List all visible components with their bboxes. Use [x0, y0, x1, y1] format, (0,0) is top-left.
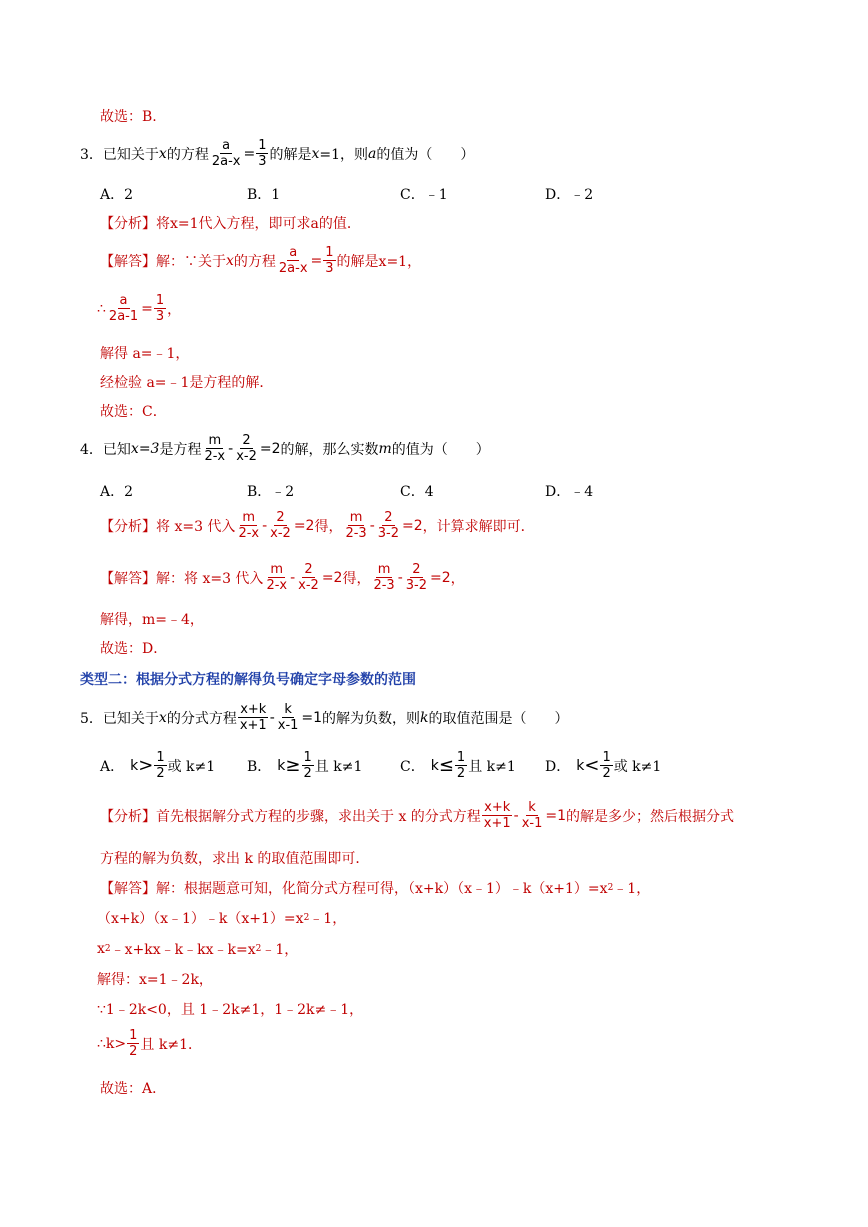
op: ≥ [285, 755, 301, 776]
text: A．2 [100, 187, 134, 203]
text: B． [247, 758, 272, 775]
option-d [545, 481, 593, 501]
numerator: m [349, 510, 363, 525]
denominator: 3-2 [405, 578, 427, 593]
numerator: 1 [303, 750, 312, 765]
fraction [296, 562, 321, 593]
q3-solution-4 [100, 372, 273, 392]
op: =2 [401, 517, 423, 534]
text: 且 k≠1 [314, 758, 363, 775]
denominator: 2-x [204, 449, 226, 464]
denominator: 3 [258, 154, 267, 169]
text: 或 k≠1 [613, 758, 662, 775]
option-a [100, 184, 133, 204]
denominator: 3 [155, 309, 165, 324]
text: 5．已知关于 [80, 710, 159, 727]
text: C．4 [400, 484, 434, 500]
q3-solution-2 [97, 293, 181, 324]
op: > [138, 755, 154, 776]
op: =2 [293, 517, 315, 534]
fraction [276, 702, 301, 733]
numerator: a [222, 138, 231, 153]
numerator: x+k [484, 800, 511, 815]
denominator: 2 [303, 766, 312, 781]
text: ﹣1， [309, 911, 347, 927]
var: a [368, 145, 377, 162]
text: 经检验 a=﹣1是方程的解． [100, 375, 274, 391]
var: x [158, 709, 167, 726]
denominator: 2a-x [278, 261, 308, 276]
numerator: m [270, 562, 284, 577]
denominator: 2 [456, 766, 466, 781]
text: =1，则 [319, 146, 369, 163]
text: 的分式方程 [166, 710, 237, 727]
op: - [269, 709, 275, 726]
q5-analysis-2 [100, 848, 369, 868]
var: x [311, 145, 320, 162]
fraction [323, 245, 335, 276]
option-c [400, 481, 434, 501]
text: 【解答】解：∵关于 [100, 253, 226, 270]
fraction [268, 510, 293, 541]
numerator: 2 [242, 433, 251, 448]
fraction [600, 750, 612, 781]
numerator: m [208, 433, 222, 448]
text: A．2 [100, 484, 134, 500]
numerator: a [119, 293, 128, 308]
fraction [302, 750, 314, 781]
fraction [238, 702, 269, 733]
denominator: 2-x [238, 526, 260, 541]
text: B．1 [247, 187, 281, 203]
q5-solution-1 [100, 878, 650, 898]
text: 故选：C． [100, 404, 167, 420]
var: k [430, 757, 439, 774]
text: x [97, 941, 105, 957]
q4-analysis [100, 510, 535, 541]
op: =2 [429, 569, 451, 586]
numerator: k [528, 800, 536, 815]
exponent: 2 [303, 913, 310, 923]
text: ， [167, 301, 182, 318]
section-heading [80, 669, 416, 689]
text: ∴ [97, 300, 106, 317]
fraction [376, 510, 401, 541]
q5-solution-5 [97, 999, 363, 1019]
text: D． [545, 758, 571, 775]
text: A． [100, 758, 125, 775]
exponent: 2 [607, 883, 614, 893]
denominator: 3 [325, 261, 334, 276]
text: 得， [342, 570, 371, 587]
q3-choice [100, 401, 167, 421]
fraction [236, 510, 261, 541]
text: 3．已知关于 [80, 146, 159, 163]
denominator: 2 [156, 766, 165, 781]
text: 故选：D． [100, 641, 168, 657]
denominator: x-1 [521, 816, 543, 831]
var: k [420, 709, 429, 726]
option-b [247, 750, 362, 781]
q4-solution-1 [100, 562, 465, 593]
text: 的方程 [233, 253, 276, 270]
text: ﹣1， [613, 881, 651, 897]
option-c [400, 750, 516, 781]
q5-solution-3 [97, 939, 298, 959]
numerator: 1 [456, 750, 466, 765]
denominator: 3-2 [377, 526, 399, 541]
numerator: 2 [384, 510, 393, 525]
denominator: x-2 [270, 526, 291, 541]
q3-solution-1 [100, 245, 421, 276]
numerator: 1 [129, 1028, 138, 1043]
var: k [130, 757, 139, 774]
fraction [482, 800, 513, 831]
denominator: x-2 [236, 449, 257, 464]
text: 解得，m=﹣4， [100, 612, 204, 628]
exponent: 2 [255, 944, 262, 954]
text: 【解答】解：将 x=3 代入 [100, 570, 264, 587]
numerator: 1 [602, 750, 611, 765]
numerator: 1 [325, 245, 334, 260]
q5-solution-4 [97, 969, 213, 989]
q4-choice [100, 638, 167, 658]
denominator: x-2 [298, 578, 319, 593]
fraction [264, 562, 289, 593]
text: 的解，那么实数 [280, 441, 379, 458]
var: k [576, 757, 585, 774]
fraction [343, 510, 368, 541]
text: 且 k≠1 [468, 758, 516, 775]
var: x=3 [130, 440, 160, 457]
fraction [154, 293, 166, 324]
fraction [154, 750, 166, 781]
op: =1 [545, 807, 567, 824]
op: - [513, 807, 519, 824]
op: = [310, 252, 323, 269]
q3-stem [80, 138, 474, 169]
text: 的取值范围是（ ） [428, 710, 569, 727]
fraction [520, 800, 545, 831]
fraction [202, 433, 227, 464]
q3-analysis [100, 213, 361, 233]
text: D．﹣2 [545, 187, 594, 203]
text: ﹣x+kx﹣k﹣kx﹣k=x [110, 942, 256, 958]
q5-analysis-1 [100, 800, 734, 831]
text: 故选：B. [100, 109, 157, 125]
numerator: 2 [276, 510, 285, 525]
numerator: 1 [156, 750, 165, 765]
text: 【分析】将x=1代入方程，即可求a的值． [100, 216, 361, 232]
denominator: 2-x [266, 578, 288, 593]
denominator: 2a-1 [108, 309, 139, 324]
fraction [127, 1028, 139, 1059]
text: 或 k≠1 [167, 758, 216, 775]
op: =2 [259, 440, 281, 457]
option-d [545, 184, 593, 204]
fraction [371, 562, 396, 593]
denominator: 2 [129, 1044, 138, 1059]
op: = [141, 300, 153, 317]
denominator: x+1 [239, 718, 267, 733]
text: x=1， [378, 253, 422, 270]
numerator: 2 [412, 562, 421, 577]
op: < [584, 755, 600, 776]
fraction [277, 245, 310, 276]
text: ∵1﹣2k<0，且 1﹣2k≠1，1﹣2k≠﹣1， [97, 1002, 364, 1018]
numerator: a [289, 245, 298, 260]
option-b [247, 481, 294, 501]
text: 的解为负数，则 [322, 710, 421, 727]
option-a [100, 750, 215, 781]
op: - [397, 569, 403, 586]
numerator: m [377, 562, 391, 577]
denominator: x+1 [483, 816, 511, 831]
text: 4．已知 [80, 441, 131, 458]
text: 的值为（ ） [376, 146, 475, 163]
option-c [400, 184, 448, 204]
text: 【分析】将 x=3 代入 [100, 518, 236, 535]
fraction [210, 138, 243, 169]
q5-choice [100, 1078, 166, 1098]
numerator: 2 [304, 562, 313, 577]
var: x [226, 252, 234, 269]
text: ，计算求解即可． [422, 518, 535, 535]
denominator: 2a-x [211, 154, 241, 169]
text: ﹣1， [261, 942, 299, 958]
fraction [107, 293, 140, 324]
numerator: x+k [240, 702, 267, 717]
option-b [247, 184, 280, 204]
q3-solution-3 [100, 343, 189, 363]
text: （x+k）（x﹣1）﹣k（x+1）=x [97, 911, 304, 927]
op: - [228, 440, 234, 457]
var: x [158, 145, 167, 162]
text: 的方程 [166, 146, 209, 163]
op: =1 [301, 709, 323, 726]
denominator: x-1 [277, 718, 299, 733]
fraction [234, 433, 259, 464]
text: C． [400, 758, 425, 775]
denominator: 2-3 [373, 578, 395, 593]
fraction [256, 138, 268, 169]
text: 的解是多少；然后根据分式 [566, 808, 735, 825]
op: - [262, 517, 268, 534]
text: 【分析】首先根据解分式方程的步骤，求出关于 x 的分式方程 [100, 808, 481, 825]
denominator: 2 [602, 766, 611, 781]
numerator: m [242, 510, 256, 525]
op: ≤ [438, 755, 454, 776]
q5-stem [80, 702, 569, 733]
exponent: 2 [104, 944, 111, 954]
numerator: 1 [155, 293, 165, 308]
var: k [277, 757, 286, 774]
text: 故选：A． [100, 1081, 167, 1097]
fraction [455, 750, 467, 781]
op: =2 [321, 569, 343, 586]
text: 的解是 [336, 253, 379, 270]
text: 解得 a=﹣1， [100, 346, 190, 362]
text: C．﹣1 [400, 187, 448, 203]
q4-solution-2 [100, 609, 204, 629]
op: = [243, 145, 256, 162]
q2-choice [100, 106, 157, 126]
q5-solution-6 [97, 1028, 202, 1059]
numerator: k [284, 702, 292, 717]
text: 方程的解为负数，求出 k 的取值范围即可． [100, 851, 370, 867]
text: ∴k> [97, 1035, 127, 1052]
text: 是方程 [159, 441, 202, 458]
text: 且 k≠1． [140, 1036, 202, 1053]
fraction [404, 562, 429, 593]
text: 的值为（ ） [391, 441, 490, 458]
text: 解得：x=1﹣2k， [97, 972, 213, 988]
text: B．﹣2 [247, 484, 295, 500]
text: 类型二：根据分式方程的解得负号确定字母参数的范围 [80, 672, 416, 688]
op: - [290, 569, 296, 586]
q5-solution-2 [97, 908, 346, 928]
option-d [545, 750, 661, 781]
numerator: 1 [258, 138, 267, 153]
text: ， [450, 570, 465, 587]
op: - [369, 517, 375, 534]
option-a [100, 481, 133, 501]
text: 得， [314, 518, 343, 535]
q4-stem [80, 433, 490, 464]
var: m [378, 440, 392, 457]
text: D．﹣4 [545, 484, 594, 500]
text: 的解是 [269, 146, 312, 163]
denominator: 2-3 [345, 526, 367, 541]
text: 【解答】解：根据题意可知，化简分式方程可得，（x+k）（x﹣1）﹣k（x+1）=x [100, 881, 608, 897]
